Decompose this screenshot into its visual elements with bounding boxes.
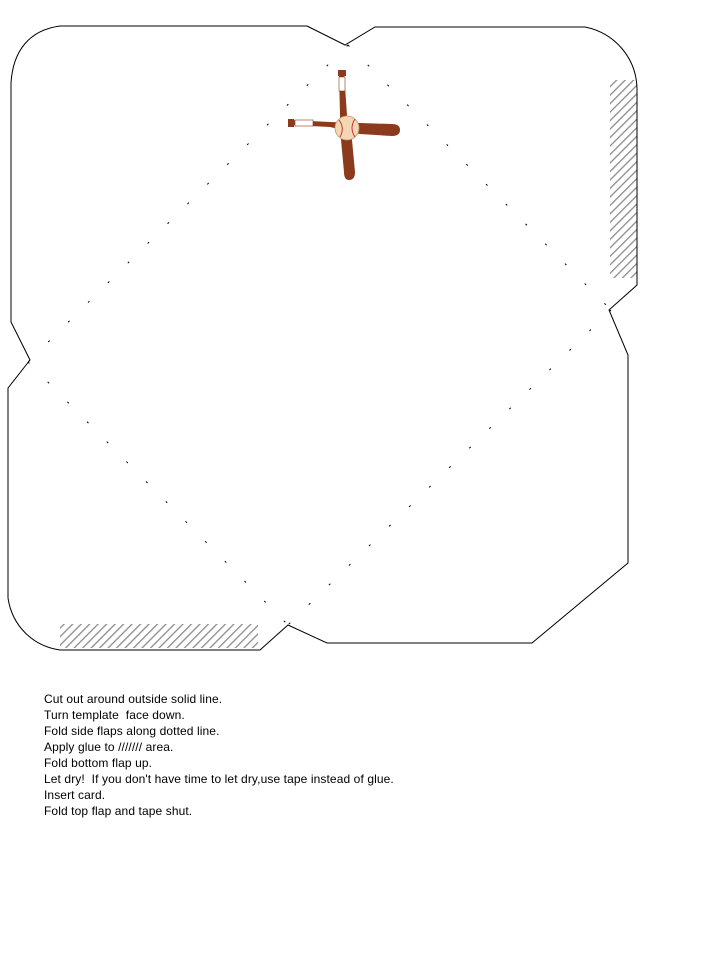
instruction-step: Insert card. <box>44 788 106 802</box>
glue-area-bottom <box>60 624 258 648</box>
instruction-step: Let dry! If you don't have time to let dry,use tape instead of glue. <box>44 772 394 786</box>
instruction-step: Apply glue to /////// area. <box>44 740 174 754</box>
fold-lines <box>28 45 611 625</box>
instruction-step: Fold top flap and tape shut. <box>44 804 193 818</box>
crossed-bats-icon <box>288 70 400 180</box>
instruction-step: Fold side flaps along dotted line. <box>44 724 220 738</box>
instructions <box>44 691 394 819</box>
instruction-step: Cut out around outside solid line. <box>44 692 223 706</box>
cut-line <box>8 26 637 650</box>
glue-area-right <box>610 80 637 278</box>
instruction-step: Turn template face down. <box>44 708 185 722</box>
instruction-step: Fold bottom flap up. <box>44 756 153 770</box>
